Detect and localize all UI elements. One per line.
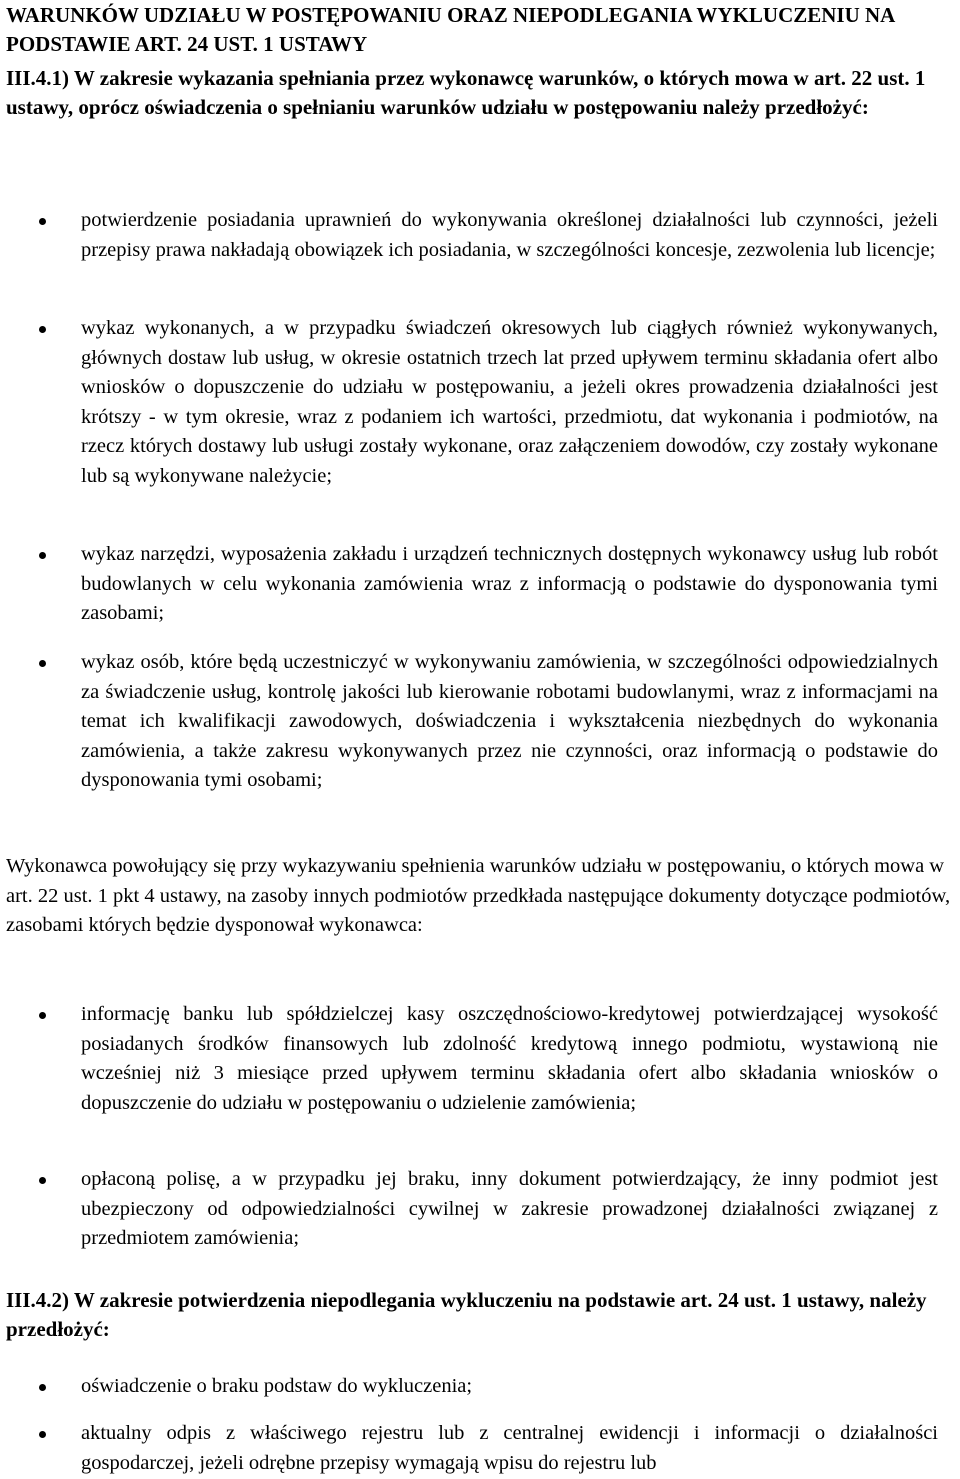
list-item-text: wykaz osób, które będą uczestniczyć w wykonywaniu zamówienia, w szczególności odpowiedzialnych za świadczenie usług, kontrolę jakości lub kierowanie robotami budowlanymi, wraz z informacjami na temat ich kwalifikacji zawodowych, doświadczenia i wykształcenia niezbędnych do wykonania zamówienia, a także zakresu wykonywanych przez nie czynności, oraz informacją o podstawie do dysponowania tymi osobami; [81, 651, 938, 791]
bullet-icon [39, 1012, 46, 1019]
section-1-heading: III.4.1) W zakresie wykazania spełniania przez wykonawcę warunków, o których mowa w art. 22 ust. 1 ustawy, oprócz oświadczenia o spełnianiu warunków udziału w postępowaniu należy przedłożyć: [6, 66, 926, 119]
list-item-text: informację banku lub spółdzielczej kasy oszczędnościowo-kredytowej potwierdzającej wysokość posiadanych środków finansowych lub zdolność kredytową innego podmiotu, wystawioną nie wcześniej niż 3 miesiące przed upływem terminu składania ofert albo składania wniosków o dopuszczenie do udziału w postępowaniu o udzielenie zamówienia; [81, 1003, 938, 1114]
bullet-icon [39, 1384, 46, 1391]
bullet-icon [39, 552, 46, 559]
bullet-icon [39, 660, 46, 667]
list-item-text: oświadczenie o braku podstaw do wykluczenia; [81, 1375, 473, 1397]
paragraph-resources: Wykonawca powołujący się przy wykazywaniu spełnienia warunków udziału w postępowaniu, o których mowa w art. 22 ust. 1 pkt 4 ustawy, na zasoby innych podmiotów przedkłada następujące dokumenty dotyczące podmiotów, zasobami których będzie dysponował wykonawca: [6, 855, 951, 936]
list-item-text: wykaz wykonanych, a w przypadku świadczeń okresowych lub ciągłych również wykonywanych, głównych dostaw lub usług, w okresie ostatnich trzech lat przed upływem terminu składania ofert albo wniosków o dopuszczenie do udziału w postępowaniu, a jeżeli okres prowadzenia działalności jest krótszy - w tym okresie, wraz z podaniem ich wartości, przedmiotu, dat wykonania i podmiotów, na rzecz których dostawy lub usługi zostały wykonane, oraz załączeniem dowodów, czy zostały wykonane lub są wykonywane należycie; [81, 317, 938, 487]
list-item-text: wykaz narzędzi, wyposażenia zakładu i urządzeń technicznych dostępnych wykonawcy usług lub robót budowlanych w celu wykonania zamówienia wraz z informacją o podstawie do dysponowania tymi zasobami; [81, 543, 938, 624]
section-2-heading: III.4.2) W zakresie potwierdzenia niepodlegania wykluczeniu na podstawie art. 24 ust. 1 ustawy, należy przedłożyć: [6, 1288, 927, 1341]
list-item-text: aktualny odpis z właściwego rejestru lub z centralnej ewidencji i informacji o działalności gospodarczej, jeżeli odrębne przepisy wymagają wpisu do rejestru lub [81, 1422, 938, 1474]
bullet-icon [39, 1431, 46, 1438]
main-heading: WARUNKÓW UDZIAŁU W POSTĘPOWANIU ORAZ NIEPODLEGANIA WYKLUCZENIU NA PODSTAWIE ART. 24 UST. 1 USTAWY [6, 3, 895, 56]
list-item-text: potwierdzenie posiadania uprawnień do wykonywania określonej działalności lub czynności, jeżeli przepisy prawa nakładają obowiązek ich posiadania, w szczególności koncesje, zezwolenia lub licencje; [81, 209, 938, 261]
list-item-text: opłaconą polisę, a w przypadku jej braku, inny dokument potwierdzający, że inny podmiot jest ubezpieczony od odpowiedzialności cywilnej w zakresie prowadzonej działalności związanej z przedmiotem zamówienia; [81, 1168, 938, 1249]
bullet-icon [39, 326, 46, 333]
bullet-icon [39, 1177, 46, 1184]
bullet-icon [39, 218, 46, 225]
